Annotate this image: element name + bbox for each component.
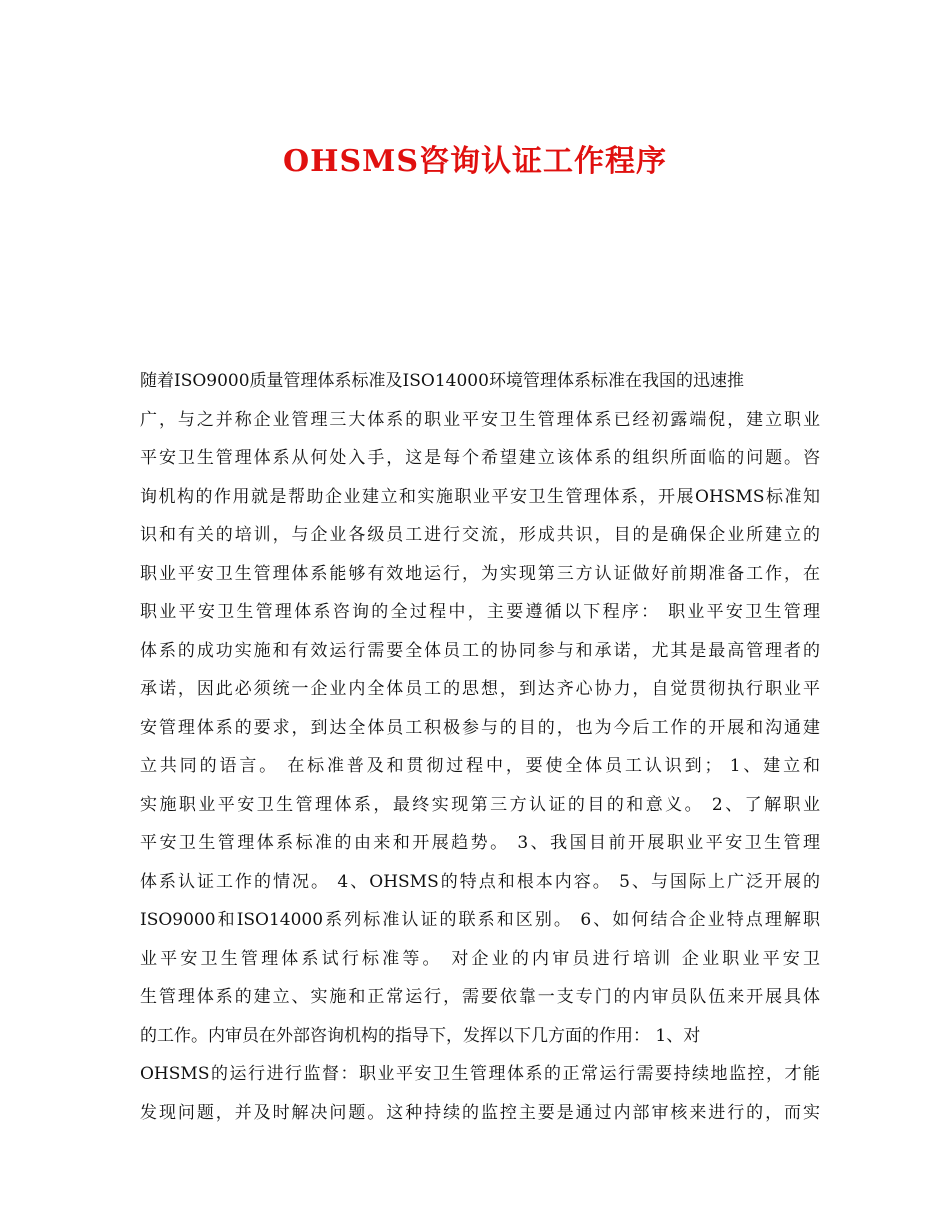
body-line: 业平安卫生管理体系试行标准等。 对企业的内审员进行培训 企业职业平安卫	[140, 948, 820, 969]
body-line: 体系认证工作的情况。 4、OHSMS的特点和根本内容。 5、与国际上广泛开展的	[140, 871, 820, 892]
body-line: OHSMS的运行进行监督：职业平安卫生管理体系的正常运行需要持续地监控，才能	[140, 1064, 820, 1084]
document-title: OHSMS咨询认证工作程序	[282, 144, 667, 179]
body-line: 平安卫生管理体系从何处入手，这是每个希望建立该体系的组织所面临的问题。咨	[140, 448, 820, 468]
body-line: 发现问题，并及时解决问题。这种持续的监控主要是通过内部审核来进行的，而实	[140, 1102, 820, 1123]
body-line: ISO9000和ISO14000系列标准认证的联系和区别。 6、如何结合企业特点理解职	[140, 910, 820, 930]
body-line: 的工作。内审员在外部咨询机构的指导下，发挥以下几方面的作用： 1、对	[140, 1025, 701, 1046]
body-line: 体系的成功实施和有效运行需要全体员工的协同参与和承诺，尤其是最高管理者的	[140, 640, 820, 661]
body-line: 立共同的语言。 在标准普及和贯彻过程中，要使全体员工认识到； 1、建立和	[140, 756, 820, 776]
body-line: 实施职业平安卫生管理体系，最终实现第三方认证的目的和意义。 2、了解职业	[140, 794, 820, 815]
body-line: 职业平安卫生管理体系能够有效地运行，为实现第三方认证做好前期准备工作，在	[140, 563, 820, 584]
body-line: 随着ISO9000质量管理体系标准及ISO14000环境管理体系标准在我国的迅速推	[140, 371, 744, 391]
body-line: 承诺，因此必须统一企业内全体员工的思想，到达齐心协力，自觉贯彻执行职业平	[140, 679, 820, 699]
body-line: 生管理体系的建立、实施和正常运行，需要依靠一支专门的内审员队伍来开展具体	[140, 987, 820, 1007]
body-line: 询机构的作用就是帮助企业建立和实施职业平安卫生管理体系，开展OHSMS标准知	[140, 486, 820, 507]
body-line: 安管理体系的要求，到达全体员工积极参与的目的，也为今后工作的开展和沟通建	[140, 717, 820, 738]
body-line: 平安卫生管理体系标准的由来和开展趋势。 3、我国目前开展职业平安卫生管理	[140, 833, 820, 853]
body-line: 广，与之并称企业管理三大体系的职业平安卫生管理体系已经初露端倪，建立职业	[140, 409, 820, 430]
body-line: 职业平安卫生管理体系咨询的全过程中，主要遵循以下程序： 职业平安卫生管理	[140, 602, 820, 622]
document-body	[140, 362, 820, 1132]
body-line: 识和有关的培训，与企业各级员工进行交流，形成共识，目的是确保企业所建立的	[140, 525, 820, 545]
